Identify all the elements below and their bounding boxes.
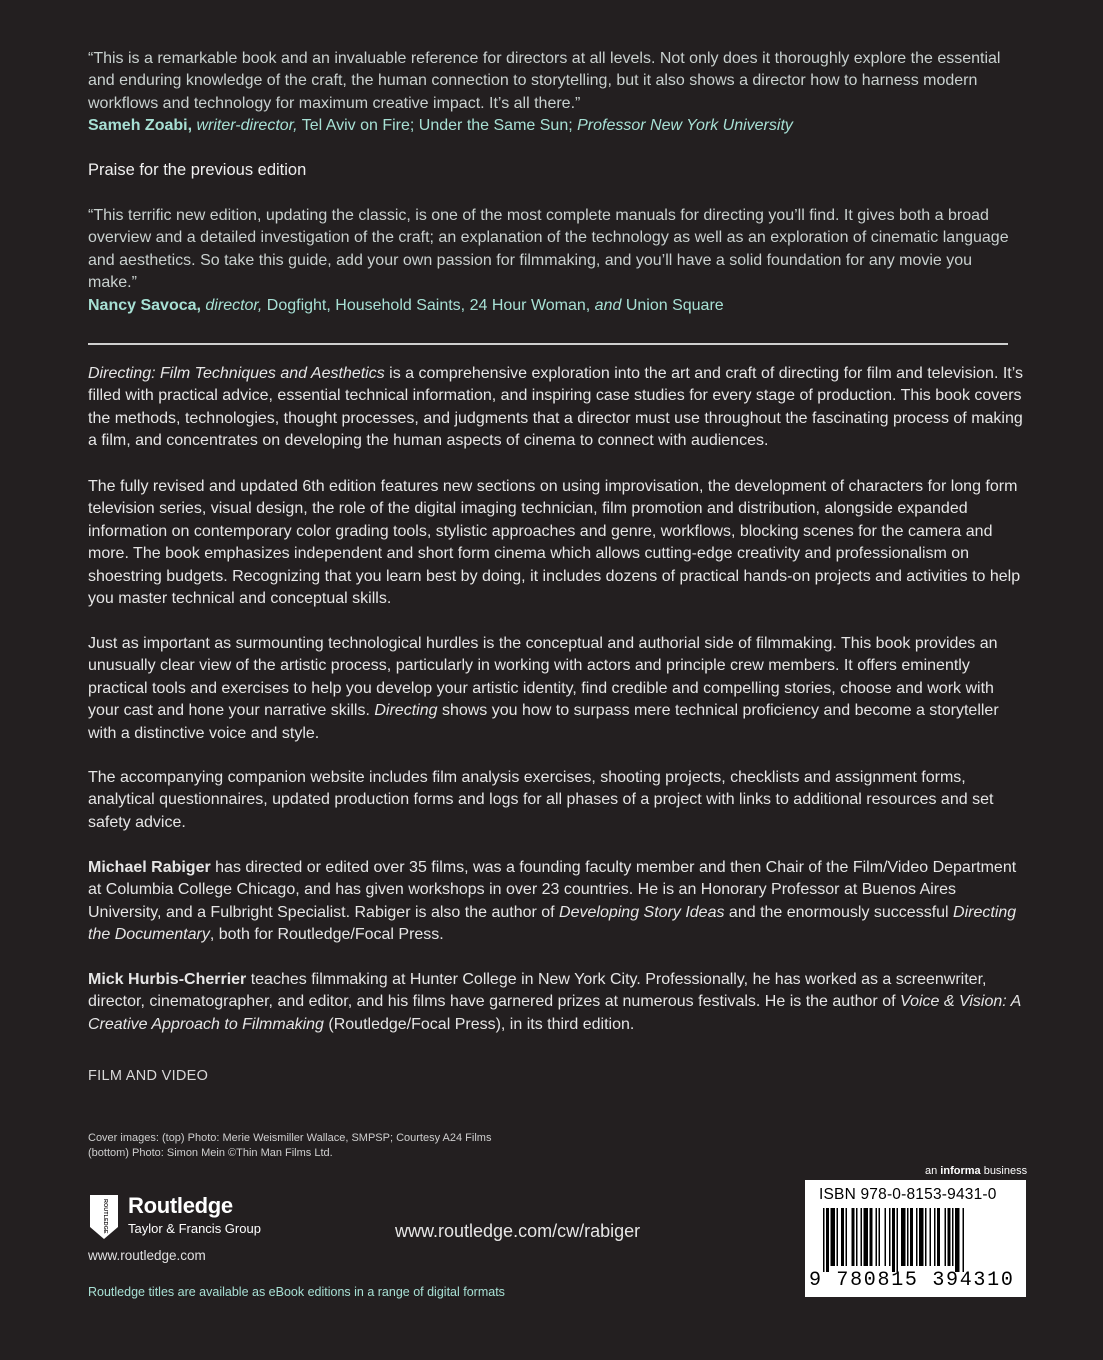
credit-role: writer-director,: [196, 117, 298, 135]
category-label: FILM AND VIDEO: [88, 1068, 209, 1084]
author-bio-hurbis-cherrier: Mick Hurbis-Cherrier teaches filmmaking at Hunter College in New York City. Professionally, he has worked as a screenwriter, director, cinematographer, and editor, and his films have garnered prizes at numerous festivals. He is the author of Voice & Vision: A Creative Approach to Filmmaking (Routledge/Focal Press), in its third edition.: [88, 971, 1021, 1033]
barcode-bar: [916, 1208, 918, 1266]
credit-and: and: [594, 296, 622, 314]
book-title: Directing: Film Techniques and Aesthetics: [88, 365, 385, 382]
credit-works: Dogfight, Household Saints, 24 Hour Woman,: [266, 296, 591, 314]
barcode-bar: [876, 1208, 878, 1266]
barcode-bar: [907, 1208, 909, 1266]
author-bio-rabiger: Michael Rabiger has directed or edited over 35 films, was a founding faculty member and then Chair of the Film/Video Department at Columbia College Chicago, and has given workshops in over 23 countries. He is an Honorary Professor at Buenos Aires University, and a Fulbright Specialist. Rabiger is also the author of Developing Story Ideas and the enormously successful Directing the Documentary, both for Routledge/Focal Press.: [88, 859, 1017, 944]
barcode-bar: [885, 1208, 887, 1266]
credit-name: Sameh Zoabi,: [88, 117, 193, 135]
quote-credit: [88, 297, 724, 314]
barcode-bar: [837, 1208, 839, 1266]
author-name: Michael Rabiger: [88, 859, 211, 876]
description-paragraph-3: Just as important as surmounting technological hurdles is the conceptual and authorial side of filmmaking. This book provides an unusually clear view of the artistic process, particularly in working with actors and principle crew members. It offers eminently practical tools and exercises to help you develop your artistic identity, find credible and compelling stories, choose and work with your cast and hone your narrative skills. Directing shows you how to surpass mere technical proficiency and become a storyteller with a distinctive voice and style.: [88, 635, 999, 742]
credit-role: director,: [205, 296, 263, 314]
barcode-bars: [823, 1208, 1013, 1272]
barcode-bar: [846, 1208, 848, 1266]
description-paragraph-4: The accompanying companion website includes film analysis exercises, shooting projects, checklists and assignment forms, analytical questionnaires, updated production forms and logs for all phases of a project with links to additional resources and set safety advice.: [88, 769, 994, 831]
barcode-bar: [955, 1208, 960, 1272]
barcode-bar: [852, 1208, 855, 1266]
book-title-short: Directing: [374, 702, 438, 720]
quote-text: “This terrific new edition, updating the classic, is one of the most complete manuals for directing you’ll find. It gives both a broad overview and a detailed investigation of the craft; an explanation of the technology as well as an exploration of cinematic language and aesthetics. So take this guide, add your own passion for filmmaking, and you’ll have a solid foundation for any movie you make.”: [88, 207, 1009, 292]
author-name: Mick Hurbis-Cherrier: [88, 971, 247, 988]
routledge-logo-mark-icon: [88, 1193, 120, 1241]
barcode-bar: [831, 1208, 836, 1266]
barcode-bar: [952, 1208, 954, 1266]
credit-affiliation: Professor New York University: [577, 117, 793, 135]
barcode-bar: [925, 1208, 927, 1266]
book-ref: Developing Story Ideas: [559, 903, 725, 921]
divider-rule: [88, 343, 1008, 345]
book-ref: Directing the Documentary: [88, 903, 1017, 944]
barcode-bar: [919, 1208, 924, 1266]
companion-website-url[interactable]: www.routledge.com/cw/rabiger: [395, 1221, 641, 1241]
barcode-bar: [937, 1208, 940, 1266]
barcode-bar: [879, 1208, 881, 1266]
informa-tagline: an informa business: [925, 1165, 1028, 1177]
barcode-bar: [823, 1208, 825, 1272]
cover-credit: Cover images: (top) Photo: Merie Weismiller Wallace, SMPSP; Courtesy A24 Films (bottom) Photo: Simon Mein ©Thin Man Films Ltd.: [88, 1132, 492, 1159]
barcode-bar: [861, 1208, 863, 1266]
routledge-logo: [88, 1193, 288, 1241]
barcode-bar: [910, 1208, 913, 1266]
svg-text:ROUTLEDGE: ROUTLEDGE: [102, 1199, 108, 1234]
logo-name: Routledge: [128, 1193, 233, 1218]
description-paragraph-2: The fully revised and updated 6th edition features new sections on using improvisation, the development of characters for long form television series, visual design, the role of the digital imaging technician, film promotion and distribution, alongside expanded information on contemporary color grading tools, stylistic approaches and genre, workflows, blocking scenes for the camera and more. The book emphasizes independent and short form cinema which allows cutting-edge creativity and professionalism on shoestring budgets. Recognizing that you learn best by doing, it includes dozens of practical hands-on projects and activities to help you master technical and conceptual skills.: [88, 478, 1021, 608]
barcode-bar: [945, 1208, 947, 1266]
book-ref: Voice & Vision: A Creative Approach to Filmmaking: [88, 993, 1021, 1033]
barcode-bar: [889, 1208, 891, 1266]
barcode-bar: [841, 1208, 844, 1266]
barcode-bar: [870, 1208, 873, 1266]
credit-name: Nancy Savoca,: [88, 296, 201, 314]
quote-text: “This is a remarkable book and an invaluable reference for directors at all levels. Not only does it thoroughly explore the essential and enduring knowledge of the craft, the human connection to storytelling, but it also shows a director how to harness modern workflows and technology for maximum creative impact. It’s all there.”: [88, 50, 1001, 112]
barcode-digits: 9 780815 394310: [809, 1269, 1015, 1292]
barcode-bar: [897, 1208, 899, 1272]
quote-credit: [88, 117, 793, 134]
barcode-bar: [901, 1208, 906, 1266]
praise-heading: Praise for the previous edition: [88, 161, 307, 179]
credit-works: Tel Aviv on Fire; Under the Same Sun;: [301, 117, 573, 135]
isbn-number: ISBN 978-0-8153-9431-0: [819, 1186, 997, 1203]
description-paragraph-1: Directing: Film Techniques and Aesthetics is a comprehensive exploration into the art and craft of directing for film and television. It’s filled with practical advice, essential technical information, and inspiring case studies for every stage of production. This book covers the methods, technologies, thought processes, and judgments that a director must use throughout the fascinating process of making a film, and concentrates on developing the human aspects of cinema to connect with audiences.: [88, 365, 1023, 450]
barcode-bar: [856, 1208, 858, 1266]
barcode-bar: [864, 1208, 869, 1266]
quote-nancy-savoca: [88, 205, 1024, 317]
logo-subtitle: Taylor & Francis Group: [128, 1221, 261, 1236]
quote-sameh-zoabi: [88, 48, 1024, 138]
barcode-bar: [934, 1208, 936, 1266]
barcode-bar: [948, 1208, 951, 1266]
credit-last-work: Union Square: [625, 296, 724, 314]
barcode-bar: [963, 1208, 965, 1272]
publisher-url[interactable]: www.routledge.com: [88, 1248, 206, 1263]
barcode-bar: [930, 1208, 932, 1266]
ebook-note: Routledge titles are available as eBook editions in a range of digital formats: [88, 1285, 505, 1299]
barcode-bar: [892, 1208, 895, 1272]
barcode-bar: [826, 1208, 829, 1272]
isbn-barcode: [805, 1180, 1026, 1297]
